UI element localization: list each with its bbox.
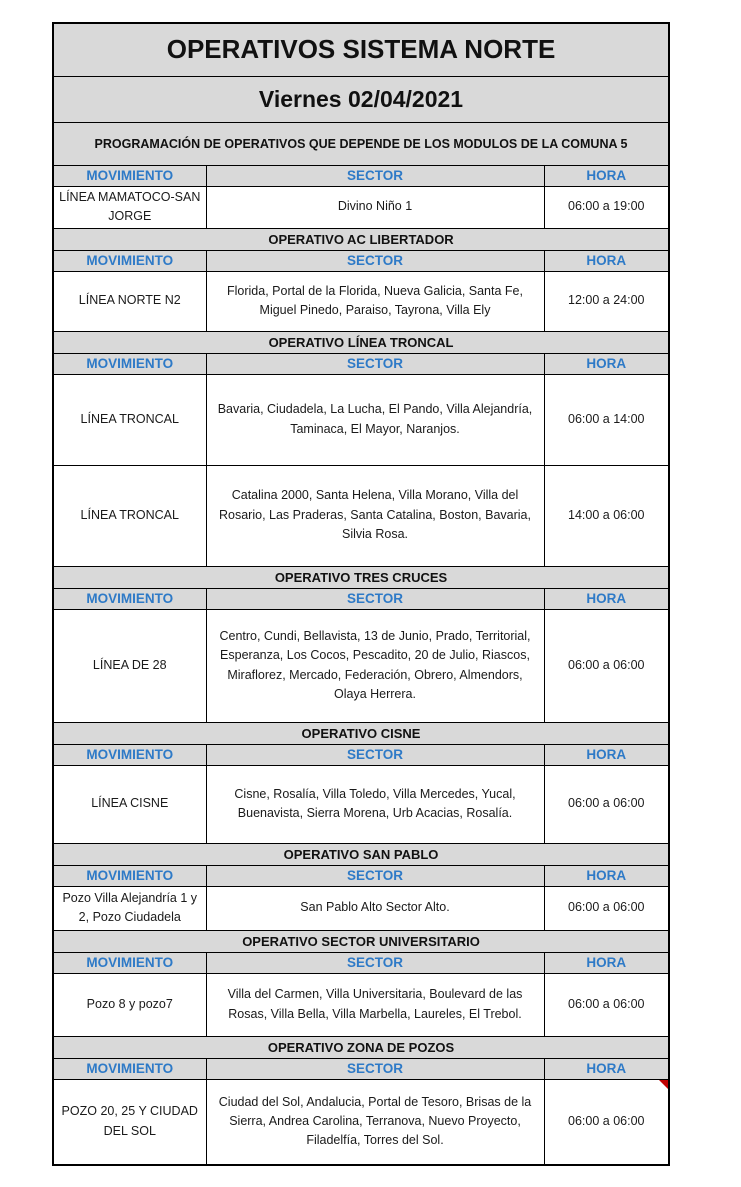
cell-movimiento: LÍNEA MAMATOCO-SAN JORGE: [53, 186, 206, 228]
column-header-movimiento: MOVIMIENTO: [53, 588, 206, 609]
section-title-row: [53, 722, 669, 744]
cell-movimiento: LÍNEA TRONCAL: [53, 374, 206, 465]
cell-hora: 12:00 a 24:00: [544, 271, 669, 331]
page-title: OPERATIVOS SISTEMA NORTE: [53, 23, 669, 76]
column-header-hora: HORA: [544, 250, 669, 271]
column-header-sector: SECTOR: [206, 250, 544, 271]
column-header-sector: SECTOR: [206, 165, 544, 186]
column-header-row: [53, 165, 669, 186]
section-title-row: [53, 930, 669, 952]
table-row: [53, 186, 669, 228]
cell-hora: 06:00 a 06:00: [544, 886, 669, 930]
subtitle-row: [53, 122, 669, 165]
column-header-hora: HORA: [544, 353, 669, 374]
date-row: [53, 76, 669, 122]
section-title: OPERATIVO LÍNEA TRONCAL: [53, 331, 669, 353]
cell-sector: Catalina 2000, Santa Helena, Villa Morano, Villa del Rosario, Las Praderas, Santa Catalina, Boston, Bavaria, Silvia Rosa.: [206, 465, 544, 566]
column-header-movimiento: MOVIMIENTO: [53, 1058, 206, 1079]
column-header-movimiento: MOVIMIENTO: [53, 353, 206, 374]
page-subtitle: PROGRAMACIÓN DE OPERATIVOS QUE DEPENDE DE LOS MODULOS DE LA COMUNA 5: [53, 122, 669, 165]
column-header-hora: HORA: [544, 952, 669, 973]
cell-movimiento: LÍNEA NORTE N2: [53, 271, 206, 331]
operativos-sheet: [52, 22, 668, 1166]
cell-movimiento: POZO 20, 25 Y CIUDAD DEL SOL: [53, 1079, 206, 1165]
section-title: OPERATIVO AC LIBERTADOR: [53, 228, 669, 250]
cell-hora: 06:00 a 14:00: [544, 374, 669, 465]
table-row: [53, 271, 669, 331]
section-title-row: [53, 1036, 669, 1058]
cell-sector: Ciudad del Sol, Andalucia, Portal de Tesoro, Brisas de la Sierra, Andrea Carolina, Terranova, Nuevo Proyecto, Filadelfía, Torres del Sol.: [206, 1079, 544, 1165]
table-row: [53, 374, 669, 465]
table-row: [53, 765, 669, 843]
column-header-row: [53, 1058, 669, 1079]
cell-movimiento: Pozo Villa Alejandría 1 y 2, Pozo Ciudadela: [53, 886, 206, 930]
column-header-sector: SECTOR: [206, 865, 544, 886]
column-header-sector: SECTOR: [206, 353, 544, 374]
section-title: OPERATIVO CISNE: [53, 722, 669, 744]
table-row: [53, 886, 669, 930]
cell-sector: Villa del Carmen, Villa Universitaria, Boulevard de las Rosas, Villa Bella, Villa Marbella, Laureles, El Trebol.: [206, 973, 544, 1036]
cell-movimiento: LÍNEA TRONCAL: [53, 465, 206, 566]
column-header-hora: HORA: [544, 1058, 669, 1079]
cell-hora: [544, 1079, 669, 1165]
column-header-hora: HORA: [544, 865, 669, 886]
cell-movimiento: LÍNEA DE 28: [53, 609, 206, 722]
section-title: OPERATIVO SECTOR UNIVERSITARIO: [53, 930, 669, 952]
cell-hora: 06:00 a 19:00: [544, 186, 669, 228]
table-row: [53, 465, 669, 566]
section-title: OPERATIVO SAN PABLO: [53, 843, 669, 865]
column-header-movimiento: MOVIMIENTO: [53, 250, 206, 271]
cell-sector: Centro, Cundi, Bellavista, 13 de Junio, Prado, Territorial, Esperanza, Los Cocos, Pescadito, 20 de Julio, Riascos, Miraflorez, Mercado, Federación, Obrero, Almendors, Olaya Herrera.: [206, 609, 544, 722]
column-header-movimiento: MOVIMIENTO: [53, 952, 206, 973]
section-title-row: [53, 566, 669, 588]
cell-movimiento: Pozo 8 y pozo7: [53, 973, 206, 1036]
cell-hora: 06:00 a 06:00: [544, 765, 669, 843]
column-header-hora: HORA: [544, 588, 669, 609]
table-row: [53, 1079, 669, 1165]
column-header-hora: HORA: [544, 165, 669, 186]
column-header-movimiento: MOVIMIENTO: [53, 744, 206, 765]
section-title: OPERATIVO TRES CRUCES: [53, 566, 669, 588]
section-title-row: [53, 331, 669, 353]
column-header-row: [53, 353, 669, 374]
cell-sector: Cisne, Rosalía, Villa Toledo, Villa Mercedes, Yucal, Buenavista, Sierra Morena, Urb Acacias, Rosalía.: [206, 765, 544, 843]
table-row: [53, 609, 669, 722]
column-header-movimiento: MOVIMIENTO: [53, 865, 206, 886]
cell-sector: Divino Niño 1: [206, 186, 544, 228]
cell-hora: 06:00 a 06:00: [544, 973, 669, 1036]
column-header-sector: SECTOR: [206, 588, 544, 609]
operativos-table: [52, 22, 670, 1166]
section-title: OPERATIVO ZONA DE POZOS: [53, 1036, 669, 1058]
column-header-sector: SECTOR: [206, 1058, 544, 1079]
comment-marker-icon[interactable]: [659, 1080, 668, 1089]
column-header-row: [53, 250, 669, 271]
column-header-row: [53, 952, 669, 973]
page-date: Viernes 02/04/2021: [53, 76, 669, 122]
column-header-sector: SECTOR: [206, 744, 544, 765]
cell-hora-text: 06:00 a 06:00: [568, 1114, 645, 1129]
title-row: [53, 23, 669, 76]
column-header-row: [53, 865, 669, 886]
column-header-row: [53, 744, 669, 765]
cell-hora: 14:00 a 06:00: [544, 465, 669, 566]
table-row: [53, 973, 669, 1036]
cell-hora: 06:00 a 06:00: [544, 609, 669, 722]
column-header-movimiento: MOVIMIENTO: [53, 165, 206, 186]
section-title-row: [53, 843, 669, 865]
column-header-sector: SECTOR: [206, 952, 544, 973]
section-title-row: [53, 228, 669, 250]
cell-sector: Bavaria, Ciudadela, La Lucha, El Pando, Villa Alejandría, Taminaca, El Mayor, Naranjos.: [206, 374, 544, 465]
cell-sector: San Pablo Alto Sector Alto.: [206, 886, 544, 930]
column-header-row: [53, 588, 669, 609]
cell-movimiento: LÍNEA CISNE: [53, 765, 206, 843]
cell-sector: Florida, Portal de la Florida, Nueva Galicia, Santa Fe, Miguel Pinedo, Paraiso, Tayrona, Villa Ely: [206, 271, 544, 331]
column-header-hora: HORA: [544, 744, 669, 765]
